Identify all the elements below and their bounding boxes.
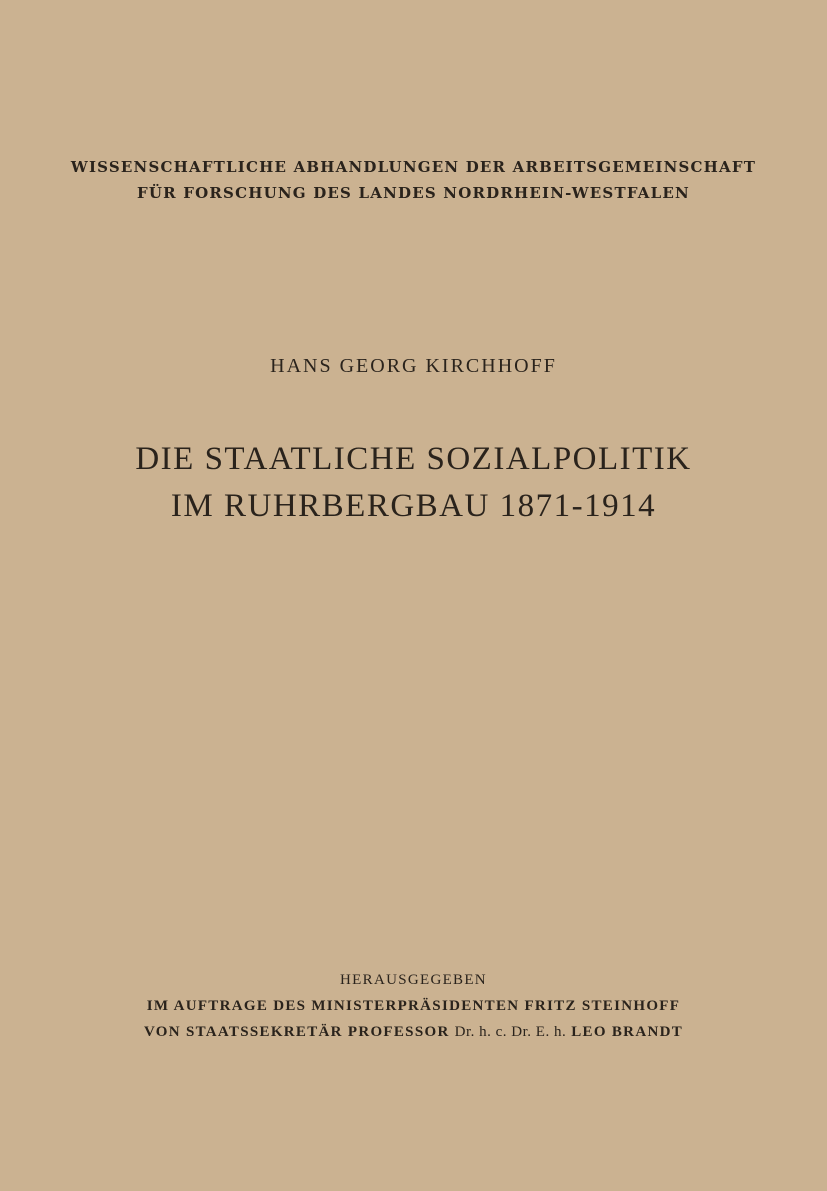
book-title-line-2: IM RUHRBERGBAU 1871-1914: [170, 488, 657, 524]
publisher-line-3: [0, 1024, 827, 1041]
book-title-line-1: DIE STAATLICHE SOZIALPOLITIK: [135, 441, 692, 477]
author-name: HANS GEORG KIRCHHOFF: [270, 355, 557, 377]
series-title-line-2: FÜR FORSCHUNG DES LANDES NORDRHEIN-WESTFALEN: [137, 184, 690, 202]
series-title-line-1: WISSENSCHAFTLICHE ABHANDLUNGEN DER ARBEITSGEMEINSCHAFT: [70, 158, 757, 176]
publisher-line-3-part-3: LEO BRANDT: [566, 1024, 684, 1040]
publisher-line-3-part-2: Dr. h. c. Dr. E. h.: [454, 1024, 567, 1040]
publisher-line-3-part-1: VON STAATSSEKRETÄR PROFESSOR: [143, 1024, 455, 1040]
publisher-line-1: HERAUSGEGEBEN: [340, 972, 487, 988]
publisher-line-2: IM AUFTRAGE DES MINISTERPRÄSIDENTEN FRITZ STEINHOFF: [146, 998, 681, 1014]
